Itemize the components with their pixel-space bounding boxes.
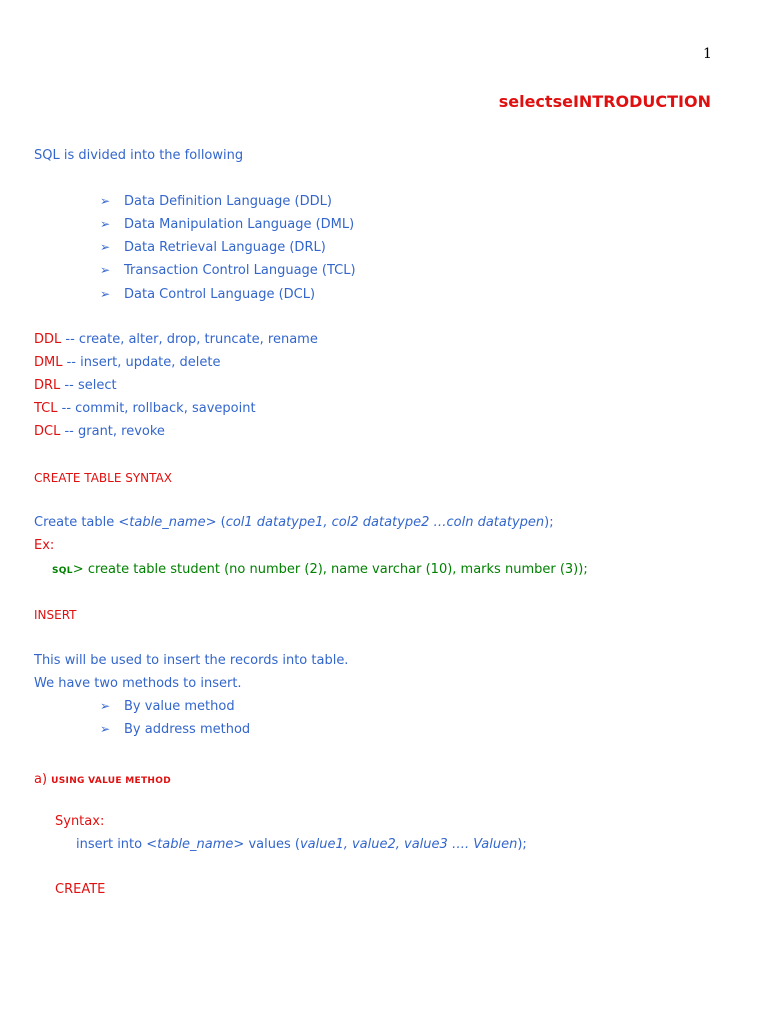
list-item-label: By address method	[124, 722, 251, 737]
arrow-bullet-icon: ➢	[100, 263, 111, 277]
command-abbr: DRL	[34, 378, 61, 393]
list-item-label: Data Control Language (DCL)	[124, 287, 316, 302]
command-sep: --	[57, 401, 76, 416]
create-heading: CREATE	[55, 882, 106, 897]
syntax-prefix: insert into <	[76, 837, 158, 852]
list-item-label: By value method	[124, 699, 235, 714]
syntax-suffix: );	[517, 837, 527, 852]
syntax-args: value1, value2, value3 …. Valuen	[299, 837, 518, 852]
command-desc: insert, update, delete	[80, 355, 221, 370]
list-item-label: Data Manipulation Language (DML)	[124, 217, 355, 232]
page-title: selectseINTRODUCTION	[498, 92, 711, 111]
example-label: Ex:	[34, 538, 55, 553]
syntax-args: col1 datatype1, col2 datatype2 …coln datatypen	[225, 515, 545, 530]
insert-syntax	[76, 837, 527, 852]
list-item	[100, 263, 356, 278]
command-row-drl	[34, 378, 117, 393]
page-number: 1	[703, 46, 712, 62]
insert-desc-line: This will be used to insert the records into table.	[34, 653, 349, 668]
command-desc: commit, rollback, savepoint	[75, 401, 256, 416]
syntax-table-name: table_name	[157, 837, 234, 852]
insert-heading: INSERT	[34, 608, 77, 622]
command-abbr: DDL	[34, 332, 62, 347]
command-abbr: DML	[34, 355, 63, 370]
list-item	[100, 194, 332, 209]
sql-example	[52, 562, 588, 577]
sql-example-code: create table student (no number (2), name varchar (10), marks number (3));	[87, 562, 588, 577]
sql-prompt-label: SQL	[52, 566, 73, 576]
syntax-mid: > (	[205, 515, 226, 530]
command-sep: --	[60, 378, 78, 393]
create-table-heading: CREATE TABLE SYNTAX	[34, 471, 172, 485]
command-sep: --	[62, 355, 81, 370]
list-item	[100, 722, 250, 737]
command-sep: --	[61, 332, 79, 347]
syntax-table-name: table_name	[129, 515, 206, 530]
list-item	[100, 240, 326, 255]
value-method-prefix: a)	[34, 772, 52, 787]
insert-desc-line: We have two methods to insert.	[34, 676, 242, 691]
syntax-label: Syntax:	[55, 814, 105, 829]
syntax-prefix: Create table <	[34, 515, 130, 530]
list-item-label: Data Definition Language (DDL)	[124, 194, 332, 209]
list-item-label: Transaction Control Language (TCL)	[124, 263, 356, 278]
command-desc: create, alter, drop, truncate, rename	[78, 332, 318, 347]
sql-prompt-symbol: >	[72, 562, 84, 577]
syntax-mid: > values (	[233, 837, 300, 852]
value-method-heading	[34, 768, 171, 787]
arrow-bullet-icon: ➢	[100, 287, 111, 301]
command-abbr: TCL	[34, 401, 58, 416]
arrow-bullet-icon: ➢	[100, 722, 111, 736]
list-item-label: Data Retrieval Language (DRL)	[124, 240, 326, 255]
list-item	[100, 287, 315, 302]
arrow-bullet-icon: ➢	[100, 699, 111, 713]
arrow-bullet-icon: ➢	[100, 194, 111, 208]
arrow-bullet-icon: ➢	[100, 217, 111, 231]
value-method-label: USING VALUE METHOD	[51, 776, 171, 786]
command-abbr: DCL	[34, 424, 61, 439]
command-row-tcl	[34, 401, 256, 416]
list-item	[100, 699, 235, 714]
command-row-ddl	[34, 332, 318, 347]
command-sep: --	[60, 424, 78, 439]
command-desc: grant, revoke	[78, 424, 165, 439]
command-row-dml	[34, 355, 221, 370]
command-desc: select	[77, 378, 117, 393]
command-row-dcl	[34, 424, 165, 439]
syntax-suffix: );	[544, 515, 554, 530]
create-table-syntax	[34, 515, 554, 530]
arrow-bullet-icon: ➢	[100, 240, 111, 254]
list-item	[100, 217, 354, 232]
intro-text: SQL is divided into the following	[34, 148, 244, 163]
